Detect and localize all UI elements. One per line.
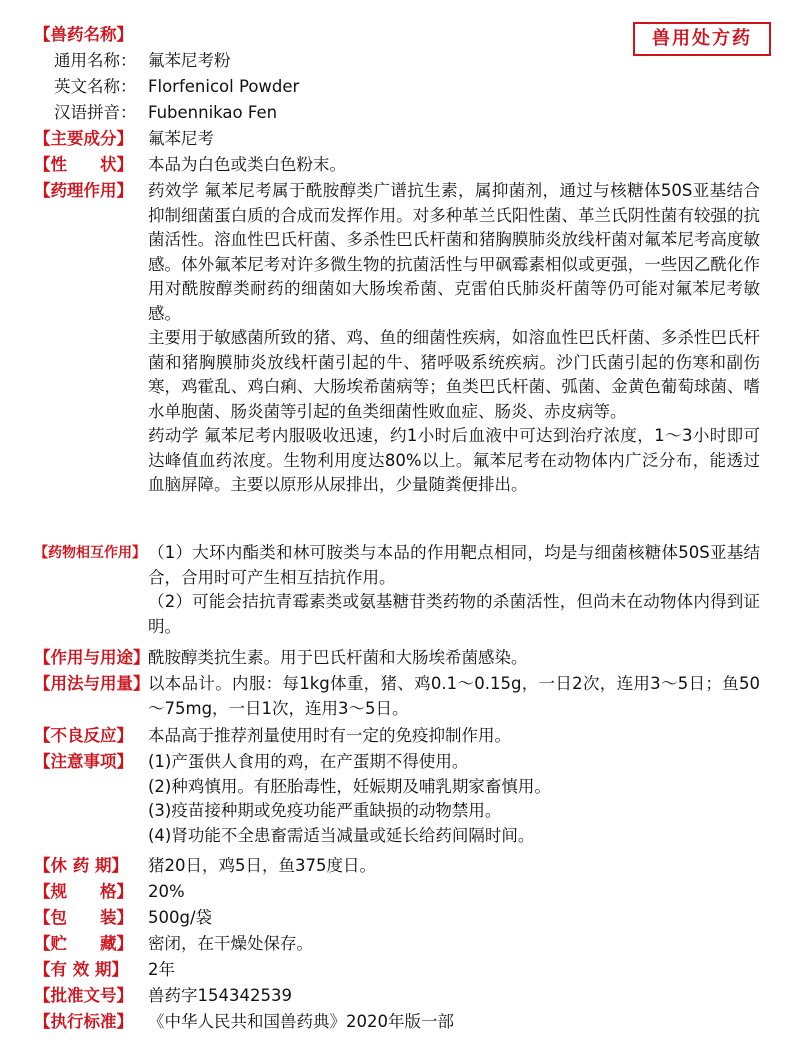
storage-value: 密闭，在干燥处保存。 (148, 934, 313, 953)
package-label: 【包 装】 (34, 908, 133, 927)
appearance-value: 本品为白色或类白色粉末。 (148, 155, 346, 174)
interaction-item-1: （1）大环内酯类和林可胺类与本品的作用靶点相同，均是与细菌核糖体50S亚基结合，合用时可产生相互拮抗作用。 (148, 543, 760, 587)
standard-label: 【执行标准】 (34, 1012, 133, 1031)
precaution-item: (3)疫苗接种期或免疫功能严重缺损的动物禁用。 (148, 801, 502, 820)
english-name-label: 英文名称： (54, 77, 137, 96)
precaution-item: (4)肾功能不全患畜需适当减量或延长给药间隔时间。 (148, 825, 535, 845)
indication-label: 【作用与用途】 (34, 648, 150, 667)
precaution-item: (1)产蛋供人食用的鸡，在产蛋期不得使用。 (148, 752, 469, 771)
standard-value: 《中华人民共和国兽药典》2020年版一部 (148, 1012, 454, 1031)
spec-label: 【规 格】 (34, 882, 133, 901)
pharmacology-para-3: 药动学 氟苯尼考内服吸收迅速，约1小时后血液中可达到治疗浓度，1～3小时即可达峰值血药浓度。生物利用度达80%以上。氟苯尼考在动物体内广泛分布，能透过血脑屏障。主要以原形从尿排出，少量随粪便排出。 (148, 426, 760, 494)
pharmacology-text (148, 179, 760, 498)
withdrawal-value: 猪20日，鸡5日，鱼375度日。 (148, 856, 376, 875)
generic-name-label: 通用名称： (54, 51, 137, 70)
pharmacology-label: 【药理作用】 (34, 181, 133, 200)
precautions-label: 【注意事项】 (34, 752, 133, 771)
interaction-item-2: （2）可能会拮抗青霉素类或氨基糖苷类药物的杀菌活性，但尚未在动物体内得到证明。 (148, 592, 760, 636)
section-label-name: 【兽药名称】 (34, 25, 133, 44)
ingredient-value: 氟苯尼考 (148, 129, 214, 148)
precaution-item: (2)种鸡慎用。有胚胎毒性，妊娠期及哺乳期家畜慎用。 (148, 776, 551, 796)
storage-label: 【贮 藏】 (34, 934, 133, 953)
interaction-label: 【药物相互作用】 (34, 545, 146, 561)
withdrawal-label: 【休 药 期】 (34, 856, 128, 875)
prescription-badge: 兽用处方药 (633, 22, 771, 56)
generic-name-value: 氟苯尼考粉 (148, 51, 231, 70)
interaction-text (148, 541, 760, 639)
approval-label: 【批准文号】 (34, 986, 133, 1005)
spec-value: 20% (148, 882, 185, 901)
dosage-label: 【用法与用量】 (34, 674, 150, 693)
dosage-value: 以本品计。内服：每1kg体重，猪、鸡0.1～0.15g，一日2次，连用3～5日；鱼50～75mg，一日1次，连用3～5日。 (148, 674, 760, 718)
precautions-list (148, 750, 760, 848)
approval-value: 兽药字154342539 (148, 986, 292, 1005)
indication-value: 酰胺醇类抗生素。用于巴氏杆菌和大肠埃希菌感染。 (148, 648, 528, 667)
validity-label: 【有 效 期】 (34, 960, 128, 979)
dosage-text (148, 672, 760, 721)
validity-value: 2年 (148, 960, 175, 979)
english-name-value: Florfenicol Powder (148, 77, 300, 96)
adverse-value: 本品高于推荐剂量使用时有一定的免疫抑制作用。 (148, 726, 511, 745)
pinyin-value: Fubennikao Fen (148, 103, 278, 122)
appearance-label: 【性 状】 (34, 155, 133, 174)
pharmacology-para-2: 主要用于敏感菌所致的猪、鸡、鱼的细菌性疾病，如溶血性巴氏杆菌、多杀性巴氏杆菌和猪胸膜肺炎放线杆菌引起的牛、猪呼吸系统疾病。沙门氏菌引起的伤寒和副伤寒，鸡霍乱、鸡白痢、大肠埃希菌病等；鱼类巴氏杆菌、弧菌、金黄色葡萄球菌、嗜水单胞菌、肠炎菌等引起的鱼类细菌性败血症、肠炎、赤皮病等。 (148, 328, 760, 421)
pharmacology-para-1: 药效学 氟苯尼考属于酰胺醇类广谱抗生素，属抑菌剂，通过与核糖体50S亚基结合抑制细菌蛋白质的合成而发挥作用。对多种革兰氏阳性菌、革兰氏阴性菌有较强的抗菌活性。溶血性巴氏杆菌、多杀性巴氏杆菌和猪胸膜肺炎放线杆菌对氟苯尼考高度敏感。体外氟苯尼考对许多微生物的抗菌活性与甲砜霉素相似或更强，一些因乙酰化作用对酰胺醇类耐药的细菌如大肠埃希菌、克雷伯氏肺炎杆菌等仍可能对氟苯尼考敏感。 (148, 181, 760, 323)
package-value: 500g/袋 (148, 908, 213, 927)
ingredient-label: 【主要成分】 (34, 129, 133, 148)
pinyin-label: 汉语拼音： (54, 103, 137, 122)
adverse-label: 【不良反应】 (34, 726, 133, 745)
